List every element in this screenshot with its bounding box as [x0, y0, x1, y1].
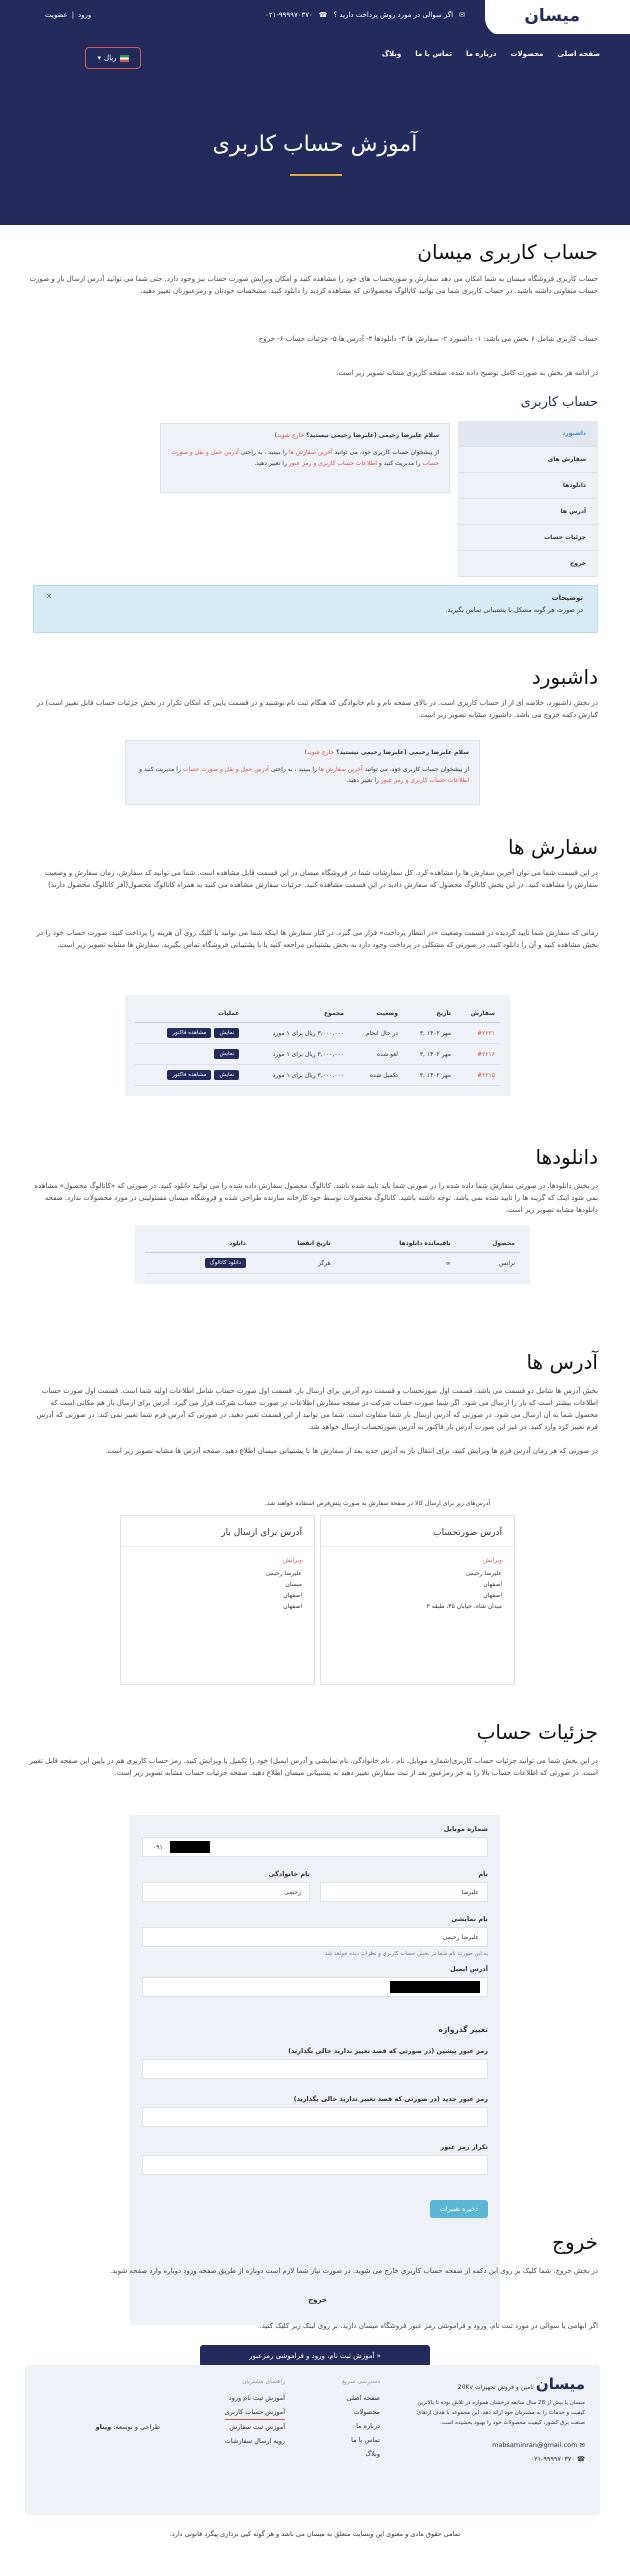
- mail-icon: ✉: [459, 11, 465, 19]
- invoice-button[interactable]: مشاهده فاکتور: [167, 1028, 211, 1038]
- orders-table: [135, 1005, 500, 1086]
- address-line: میدان شاه، خیابان ۴۵، طبقه ۳: [426, 1603, 502, 1610]
- footer-link-blog[interactable]: وبلاگ: [365, 2450, 380, 2458]
- recent-orders-link[interactable]: آخرین سفارش ها: [318, 766, 363, 773]
- col-date: تاریخ: [403, 1005, 456, 1023]
- main-content: [0, 225, 630, 2365]
- save-changes-button[interactable]: ذخیره تغییرات: [430, 2200, 488, 2218]
- phone-icon: ☎: [576, 2455, 585, 2463]
- downloads-table-container: [135, 1225, 530, 1284]
- current-password-label: رمز عبور پیشین (در صورتی که قصد تغییر ندارید خالی بگذارید): [288, 2047, 488, 2055]
- shipping-edit-link[interactable]: ویرایش: [283, 1557, 302, 1564]
- nav-contact[interactable]: تماس با ما: [415, 50, 452, 58]
- col-download: دانلود: [145, 1235, 251, 1253]
- notice-box: [33, 585, 598, 633]
- download-product[interactable]: ترانس: [456, 1253, 520, 1274]
- logo-container[interactable]: [485, 0, 630, 36]
- currency-label: ریال: [103, 54, 117, 62]
- footer-quick-links: [342, 2375, 380, 2461]
- dashboard-greeting-card: سلام علیرضا رحیمی (علیرضا رحیمی نیستید؟ خارج شوید) از پیشخوان حساب کاربری خود، می توانید آخرین سفارش ها را ببینید ، به راحتی آدرس حمل و نقل و صورت حساب را مدیریت کنید و اطلاعات حساب کاربری و رمز عبور را تغییر دهید.: [160, 423, 450, 493]
- shipping-title: آدرس برای ارسال بار: [121, 1516, 314, 1547]
- dashboard-desc: از پیشخوان حساب کاربری خود، می توانید: [334, 449, 439, 456]
- intro-paragraph-3: در ادامه هر بخش به صورت کامل توضیح داده شده. صفحه کاربری مشابه تصویر زیر است.: [336, 369, 598, 377]
- nav-about[interactable]: درباره ما: [465, 50, 497, 58]
- col-total: مجموع: [244, 1005, 349, 1023]
- first-name-field[interactable]: علیرضا: [320, 1882, 488, 1902]
- table-row: [135, 1044, 500, 1065]
- redaction-mark: [170, 1841, 210, 1853]
- logout-title: خروج: [552, 2230, 598, 2254]
- col-expiry: تاریخ انقضا: [251, 1235, 336, 1253]
- page-title: آموزش حساب کاربری: [212, 132, 418, 157]
- order-date: مهر ۱۴۰۲ ,۳: [403, 1044, 456, 1065]
- title-underline: [290, 174, 342, 176]
- order-status: در حال انجام: [349, 1023, 403, 1044]
- dashboard-desc: از پیشخوان حساب کاربری خود، می توانید: [364, 766, 469, 773]
- address-line: اصفهان: [483, 1592, 502, 1599]
- col-actions: عملیات: [135, 1005, 244, 1023]
- order-id[interactable]: #۲۲۱۶: [456, 1044, 500, 1065]
- col-order: سفارش: [456, 1005, 500, 1023]
- addresses-paragraph-2: در صورتی که هر زمان آدرس فرم ها ویرایش کنید، برای انتقال بار به آدرس جدید بعد از سفارش ها با پشتیبانی میسان اطلاع دهید. صفحه آدرس ها مشابه تصویر زیر است.: [104, 1447, 598, 1455]
- last-name-label: نام خانوادگی: [268, 1870, 310, 1878]
- repeat-password-label: تکرار رمز عبور: [440, 2143, 488, 2151]
- download-remaining: ∞: [336, 1253, 456, 1274]
- addresses-title: آدرس ها: [526, 1350, 598, 1374]
- order-total: ۳,۰۰۰,۰۰۰ ریال برای ۱ مورد: [244, 1023, 349, 1044]
- view-button[interactable]: نمایش: [214, 1028, 239, 1038]
- register-guide-button[interactable]: [200, 2345, 430, 2367]
- close-icon[interactable]: ×: [46, 592, 52, 600]
- greeting-text: سلام علیرضا رحیمی (علیرضا رحیمی نیستید؟: [306, 432, 439, 439]
- view-button[interactable]: نمایش: [214, 1049, 239, 1059]
- register-guide-label: آموزش ثبت نام، ورود و فراموشی رمزعبور: [249, 2352, 375, 2360]
- display-name-note: به این صورت نام شما در بخش حساب کاربری و نظرات دیده خواهد شد: [324, 1951, 488, 1957]
- sidebar-item-addresses[interactable]: آدرس ها: [458, 499, 598, 525]
- account-details-link[interactable]: اطلاعات حساب کاربری و رمز عبور: [288, 460, 377, 467]
- current-password-field[interactable]: [142, 2059, 488, 2079]
- addresses-paragraph-1: بخش آدرس ها شامل دو قسمت می باشد، قسمت اول صورتحساب و قسمت دوم آدرس برای ارسال بار. قسمت اول صورت حساب شامل اطلاعات اولیه شما است. قسمت اول صورت حساب اطلاعات بیشتر است که بار را ارسال می شود. اگر شما صورت حساب شرکت در صفحه سفارش اطلاعات در صورت حساب شرکت قرار می گیرد. آدرس برای ارسال بار هم مکانی است که محصول شما به آن ارسال می شود. در صورتی که آدرس ارسال بار شما متفاوت است. شما می توانید ار این قسمت تغییر دهید. در صورتی که آدرس فرم شما تغییر نمی کند، در صورتی که آدرس فرم تغییر کرد وارد کنید. در غیر این صورت آدرس بار فاکتور به آدرس صورتحساب ارسال خواهد شد.: [36, 1387, 598, 1431]
- orders-title: سفارش ها: [507, 835, 598, 859]
- order-status: تکمیل شده: [349, 1065, 403, 1086]
- order-status: لغو شده: [349, 1044, 403, 1065]
- double-chevron-icon: «: [376, 2352, 381, 2360]
- footer-about: [405, 2377, 585, 2466]
- dashboard-desc: را مدیریت کنید و: [139, 766, 181, 773]
- footer-panel: [25, 2365, 600, 2515]
- nav-home[interactable]: صفحه اصلی: [557, 50, 600, 58]
- footer-link-products[interactable]: محصولات: [353, 2408, 380, 2416]
- address-line: علیرضا رحیمی: [265, 1570, 302, 1577]
- display-name-field[interactable]: علیرضا رحیمی: [142, 1927, 488, 1947]
- details-paragraph: در این بخش شما می توانید جزئیات حساب کاربری(شماره موبایل، نام ، نام خانوادگی، نام نمایشی و آدرس ایمیل) خود را تکمیل یا ویرایش کنید. رمز حساب کاربری هم در پایین این صفحه قابل تغییر است. در صورتی که اطلاعات حساب بالا را به جز رمزعبور بعد از ثبت سفارش تغییر دهید به پشتیبانی میسان اطلاع دهید. صفحه جزئیات حساب مشابه تصویر زیر است.: [29, 1757, 598, 1777]
- quick-links-title: دسترسی سریع: [342, 2378, 380, 2385]
- address-line: میسان: [285, 1581, 302, 1588]
- mobile-label: شماره موبایل: [443, 1825, 488, 1833]
- order-id[interactable]: #۲۲۱۵: [456, 1065, 500, 1086]
- password-section-title: تغییر گذرواژه: [438, 2025, 488, 2034]
- dashboard-title: داشبورد: [531, 665, 598, 689]
- billing-address-card: [320, 1515, 515, 1685]
- addresses-caption: آدرس‌های زیر برای ارسال کالا در صفحهٔ سفارش به صورت پیش‌فرض استفاده خواهند شد.: [264, 1500, 490, 1507]
- footer-guide-account[interactable]: آموزش حساب کاربری: [225, 2405, 285, 2420]
- account-details-form: [130, 1815, 500, 2325]
- top-bar: [0, 0, 630, 34]
- design-label: طراحی و توسعه:: [113, 2423, 160, 2431]
- intro-paragraph-2: حساب کاربری شامل ۶ بخش می باشد: ۱- داشبورد ۲- سفارش ها ۳- دانلودها ۴- آدرس ها ۵- جزئیات حساب ۶- خروج: [258, 335, 598, 343]
- nav-blog[interactable]: وبلاگ: [381, 50, 402, 58]
- register-link[interactable]: عضویت: [45, 11, 68, 19]
- dashboard-paragraph: در بخش داشبورد، خلاصه ای از از حساب کاربری است. در بالای صفحه نام و نام خانوادگی که هنگام ثبت نام نوشتید و در قسمت پایین که امکان تکرار در بخش جزئیات حساب قابل تغییر است) در کنارش دکمه خروج می باشد. داشبورد مشابه تصویر زیر است.: [36, 699, 598, 719]
- view-button[interactable]: نمایش: [214, 1070, 239, 1080]
- footer-tagline: تامین و فروش تجهیزات 20Kv: [457, 2384, 534, 2391]
- orders-paragraph-2: زمانی که سفارش شما تایید گردیده در قسمت وضعیت «در انتظار پرداخت» قرار می گیرد. در کنار سفارش ها اینکه شما می توانید با کلیک روی آن هزینه را پرداخت کنید. صورت حساب خود را در بخش مشاهده کنید و آن را دانلود کنید. در صورتی که مشکلی در پرداخت وجود دارد به بخش پشتیبانی مراجعه کنید یا با پشتیبانی فروشگاه تماس بگیرید. سفارش ها مشابه تصویر زیر است.: [36, 929, 598, 949]
- footer-link-contact[interactable]: تماس با ما: [351, 2436, 380, 2444]
- shipping-address-card: [120, 1515, 315, 1685]
- dashboard-desc: را ببینید ، به راحتی: [240, 449, 287, 456]
- dashboard-desc: را تغییر دهید.: [346, 777, 379, 784]
- col-status: وضعیت: [349, 1005, 403, 1023]
- footer-link-home[interactable]: صفحه اصلی: [346, 2394, 380, 2402]
- account-details-link[interactable]: اطلاعات حساب کاربری و رمز عبور: [380, 777, 469, 784]
- address-line: اصفهان: [283, 1592, 302, 1599]
- footer-guide-register[interactable]: آموزش ثبت نام ورود: [228, 2394, 285, 2402]
- contact-text: اگر سوالی در مورد روش پرداخت دارید ؟: [333, 11, 454, 19]
- hero-banner: [0, 70, 630, 225]
- email-icon: ✉: [579, 2441, 585, 2449]
- orders-paragraph-1: در این قسمت شما می توان آخرین سفارش ها را مشاهده کرد. کل سفارشات شما در فروشگاه میسان در این قسمت قابل مشاهده است. شما می توانید کد سفارش، زمان سفارش و وضعیت سفارش را مشاهده کنید. در این بخش کاتالوگ محصول که سفارش دادید در این قسمت مشاهده کنید. جزئیات سفارش مشاهده می کنید به همراه کاتالوگ محصول(آفر کاتالوگ محصول دارند): [44, 869, 598, 889]
- logout-paragraph: در بخش خروج، شما کلیک بر روی این دکمه از صفحه حساب کاربری خارج می شوید. در صورت نیاز شما لازم است دوباره از طریق صفحه ورود دوباره وارد صفحه شوید.: [109, 2267, 598, 2275]
- details-title: جزئیات حساب: [476, 1720, 598, 1744]
- greeting-text: سلام علیرضا رحیمی (علیرضا رحیمی نیستید؟: [336, 749, 469, 756]
- sidebar-item-downloads[interactable]: دانلودها: [458, 473, 598, 499]
- table-row: [135, 1023, 500, 1044]
- flag-icon: [120, 55, 129, 62]
- account-sidebar: [458, 421, 598, 577]
- col-remaining: باقیمانده دانلودها: [336, 1235, 456, 1253]
- order-total: ۳,۰۰۰,۰۰۰ ریال برای ۱ مورد: [244, 1044, 349, 1065]
- footer-about-text: میسان با بیش از 28 سال سابقه درخشان همواره در تلاش بوده تا بالاترین کیفیت و خدمات را به مشتریان خود ارائه دهد. این مجموعه با هدف ارتقای صنعت برق کشور، کیفیت محصولات خود را بهبود بخشیده است.: [416, 2400, 585, 2426]
- currency-selector[interactable]: [85, 47, 141, 69]
- footer-logo[interactable]: میسان: [535, 2375, 585, 2393]
- site-logo[interactable]: میسان: [524, 6, 580, 26]
- billing-edit-link[interactable]: ویرایش: [483, 1557, 502, 1564]
- phone-icon: ☎: [318, 11, 328, 19]
- footer-guide-shipping[interactable]: رویه ارسال سفارشات: [224, 2437, 285, 2445]
- redaction-mark: [390, 1981, 480, 1993]
- order-date: مهر ۱۴۰۲ ,۳: [403, 1065, 456, 1086]
- download-expiry: هرگز: [251, 1253, 336, 1274]
- phone-number[interactable]: ۰۲۱-۹۹۹۹۷۰۳۷۰: [265, 11, 313, 19]
- table-row: [135, 1065, 500, 1086]
- notice-title: توضیحات: [551, 594, 583, 602]
- footer-design-credit: [96, 2420, 160, 2434]
- dashboard-desc: را ببینید ، به راحتی: [270, 766, 317, 773]
- first-name-label: نام: [478, 1870, 488, 1878]
- mobile-value: ۰۹۱: [153, 1844, 163, 1851]
- footer-guide-links: [225, 2375, 285, 2448]
- guide-links-title: راهنمای مشتریان: [241, 2378, 285, 2385]
- billing-title: آدرس صورتحساب: [321, 1516, 514, 1547]
- logout-button[interactable]: خروج: [245, 2290, 390, 2310]
- download-catalog-button[interactable]: دانلود کاتالوگ: [205, 1258, 246, 1268]
- logout-link[interactable]: خارج شوید: [307, 749, 335, 756]
- downloads-table: [145, 1235, 520, 1274]
- downloads-title: دانلودها: [535, 1145, 598, 1169]
- footer: [0, 2365, 630, 2560]
- intro-paragraph-1: حساب کاربری فروشگاه میسان به شما امکان می دهد سفارش و صورتحساب های خود را مشاهده کنید و امکان ویرایش صورت حساب نیز وجود دارد. حتی شما می توانید آدرس ارسال بار و صورت حساب متفاوتی داشته باشید. در حساب کاربری شما می توانید کاتالوگ محصولاتی که مشاهده کردید را دانلود کنید. مشخصات خودتان و رمزعبورتان تغییر دهید.: [29, 275, 598, 295]
- footer-phone[interactable]: ۰۲۱-۹۹۹۹۷۰۳۷۰: [530, 2455, 575, 2463]
- email-label: آدرس ایمیل: [449, 1965, 488, 1973]
- account-heading: حساب کاربری: [520, 395, 598, 410]
- footer-email[interactable]: mabsaminran@gmail.com: [492, 2441, 578, 2449]
- logout-paragraph-2: اگر ابهامی یا سوالی در مورد ثبت نام، ورود و فراموشی رمز عبور فروشگاه میسان دارید، بر روی لینک زیر کلیک کنید.: [259, 2322, 598, 2330]
- chevron-down-icon: ▾: [97, 54, 101, 62]
- sidebar-item-logout[interactable]: خروج: [458, 551, 598, 577]
- notice-text: در صورت هر گونه مشکل با پشتیبانی تماس بگیرید.: [445, 606, 583, 614]
- addresses-link[interactable]: آدرس حمل و نقل و صورت حساب: [182, 766, 269, 773]
- last-name-field[interactable]: رحیمی: [142, 1882, 310, 1902]
- order-date: مهر ۱۴۰۲ ,۳: [403, 1023, 456, 1044]
- display-name-label: نام نمایشی: [451, 1915, 488, 1923]
- address-line: اصفهان: [483, 1581, 502, 1588]
- recent-orders-link[interactable]: آخرین سفارش ها: [288, 449, 333, 456]
- dashboard-desc: را تغییر دهید.: [254, 460, 287, 467]
- table-row: [145, 1253, 520, 1274]
- intro-title: حساب کاربری میسان: [417, 240, 598, 264]
- orders-table-container: [125, 995, 510, 1096]
- address-line: اصفهان: [283, 1603, 302, 1610]
- dashboard-desc: را مدیریت کنید و: [378, 460, 421, 467]
- repeat-password-field[interactable]: [142, 2155, 488, 2175]
- footer-link-about[interactable]: درباره ما: [356, 2422, 380, 2430]
- auth-links: ورود | عضویت: [45, 11, 92, 19]
- dashboard-example-card: سلام علیرضا رحیمی (علیرضا رحیمی نیستید؟ خارج شوید) از پیشخوان حساب کاربری خود، می توانید آخرین سفارش ها را ببینید ، به راحتی آدرس حمل و نقل و صورت حساب را مدیریت کنید و اطلاعات حساب کاربری و رمز عبور را تغییر دهید.: [125, 740, 480, 805]
- sidebar-item-details[interactable]: جزئیات حساب: [458, 525, 598, 551]
- col-product: محصول: [456, 1235, 520, 1253]
- sidebar-item-dashboard[interactable]: داشبورد: [458, 421, 598, 447]
- order-id[interactable]: #۲۲۲۱: [456, 1023, 500, 1044]
- addresses-link[interactable]: آدرس حمل و نقل و صورت حساب: [171, 449, 439, 467]
- invoice-button[interactable]: مشاهده فاکتور: [167, 1070, 211, 1080]
- address-line: علیرضا رحیمی: [465, 1570, 502, 1577]
- footer-guide-order[interactable]: آموزش ثبت سفارش: [229, 2423, 285, 2431]
- logout-link[interactable]: خارج شوید: [277, 432, 305, 439]
- design-brand[interactable]: ویناو: [95, 2423, 112, 2431]
- order-total: ۳,۰۰۰,۰۰۰ ریال برای ۱ مورد: [244, 1065, 349, 1086]
- sidebar-item-orders[interactable]: سفارش های: [458, 447, 598, 473]
- downloads-paragraph: در بخش دانلودها، در صورتی سفارش شما داده شده را در صورتی شما باید تایید شده باشد. کاتالوگ محصول سفارش داده شده را می توانید دانلود کنید. در صورتی که «کاتالوگ محصول» مشاهده نمی شود اینک که گزینه ها را تایید شده نمی باشد. توجه داشته باشید. کاتالوگ محصولات توسط خود کارخانه سازنده طراحی شده و فروشگاه میسان مسئولیتی در مورد محصولات ندارد. صفحه دانلودها مشابه تصویر زیر است.: [34, 1182, 598, 1214]
- nav-products[interactable]: محصولات: [510, 50, 544, 58]
- copyright-text: تمامی حقوق مادی و معنوی این وبسایت متعلق به میسان می باشد و هر گونه کپی برداری پیگرد قانونی دارد.: [169, 2530, 461, 2538]
- contact-info: [265, 11, 465, 19]
- new-password-label: رمز عبور جدید (در صورتی که قصد تغییر ندارید خالی بگذارید): [293, 2095, 488, 2103]
- login-link[interactable]: ورود: [78, 11, 92, 19]
- new-password-field[interactable]: [142, 2107, 488, 2127]
